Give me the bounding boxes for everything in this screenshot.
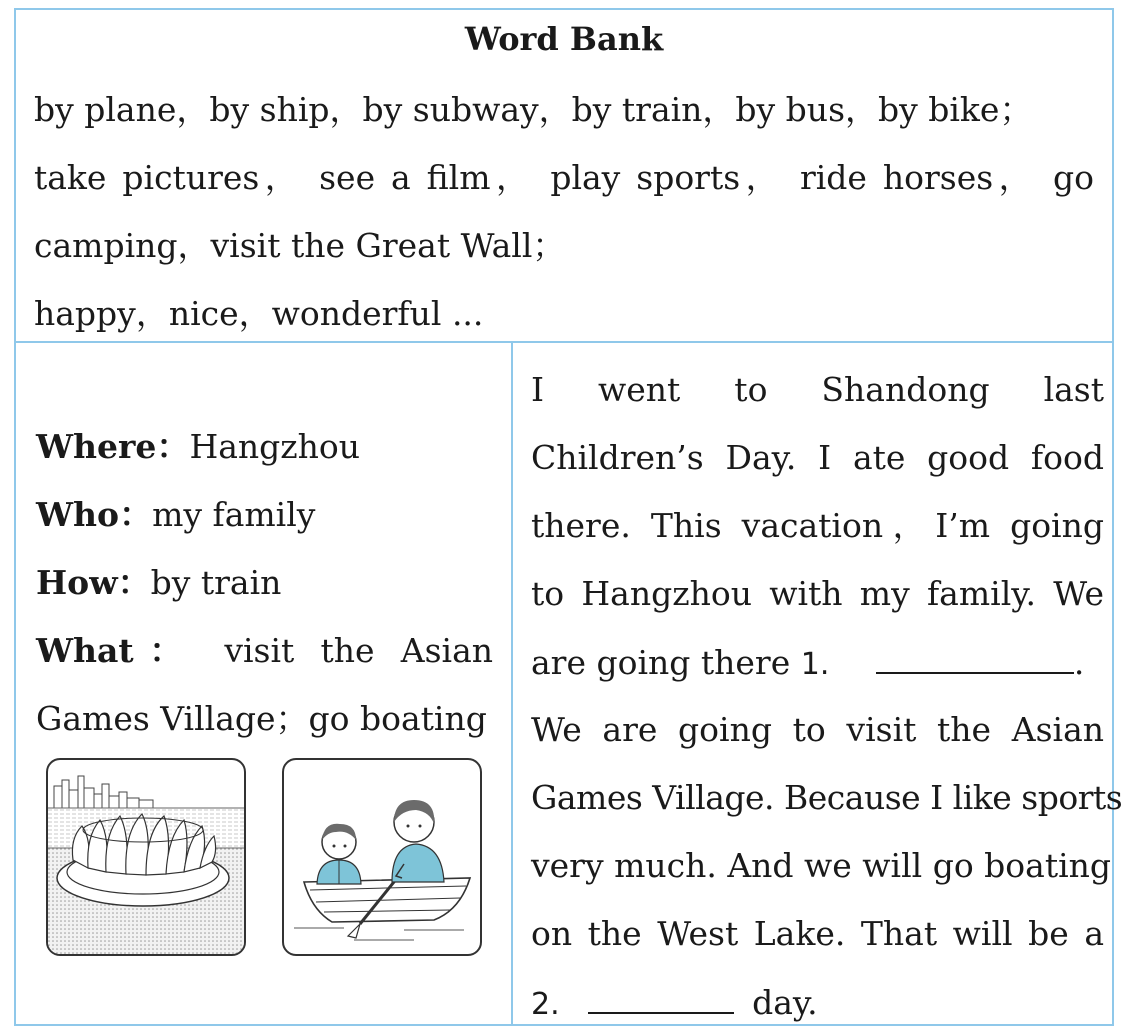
word-bank-line-transport: by plane，by ship，by subway，by train，by bus，by bike； bbox=[34, 90, 1033, 129]
passage-line-10-end: day. bbox=[752, 983, 818, 1022]
how-label: How： bbox=[36, 563, 151, 602]
where-label: Where： bbox=[36, 427, 190, 466]
passage-line-10 bbox=[531, 982, 1104, 1025]
word-bank-line-activities: take pictures， see a film， play sports， ride horses， go bbox=[34, 158, 1094, 197]
passage-line-5 bbox=[531, 642, 1104, 685]
passage-panel bbox=[511, 343, 1123, 1026]
passage-line-8: very much. And we will go boating bbox=[531, 846, 1112, 885]
how-value: by train bbox=[150, 563, 282, 602]
what-label: What： bbox=[36, 631, 199, 670]
what-value-1: visit the Asian bbox=[224, 631, 493, 670]
blank-1-number: 1. bbox=[800, 647, 830, 682]
stadium-illustration bbox=[46, 758, 246, 956]
passage-line-5-end: . bbox=[1073, 643, 1085, 682]
where-value: Hangzhou bbox=[189, 427, 361, 466]
blank-2-number: 2. bbox=[531, 987, 560, 1022]
passage-line-5-text: are going there bbox=[531, 643, 791, 682]
answer-blank-2[interactable] bbox=[588, 982, 734, 1014]
info-where bbox=[36, 427, 360, 467]
boat-icon bbox=[284, 760, 480, 954]
word-bank-title: Word Bank bbox=[464, 20, 664, 58]
info-who bbox=[36, 495, 315, 535]
who-value: my family bbox=[152, 495, 316, 534]
word-bank bbox=[16, 10, 1112, 343]
passage-line-2: Children’s Day. I ate good food bbox=[531, 438, 1104, 477]
worksheet-table bbox=[14, 8, 1123, 1026]
stadium-icon bbox=[48, 760, 244, 954]
boating-illustration bbox=[282, 758, 482, 956]
passage-line-4: to Hangzhou with my family. We bbox=[531, 574, 1104, 613]
passage-line-3: there. This vacation，I’m going bbox=[531, 506, 1104, 545]
passage-line-1: I went to Shandong last bbox=[531, 370, 1104, 409]
who-label: Who： bbox=[36, 495, 153, 534]
word-bank-line-activities-cont: camping，visit the Great Wall； bbox=[34, 226, 566, 265]
answer-blank-1[interactable] bbox=[876, 642, 1074, 674]
info-what-cont: Games Village；go boating bbox=[36, 699, 487, 738]
passage-line-6: We are going to visit the Asian bbox=[531, 710, 1104, 749]
word-bank-line-adjectives: happy，nice，wonderful ... bbox=[34, 294, 484, 333]
passage-line-7: Games Village. Because I like sports bbox=[531, 778, 1123, 817]
passage-line-9: on the West Lake. That will be a bbox=[531, 914, 1104, 953]
info-what bbox=[36, 631, 493, 671]
info-how bbox=[36, 563, 281, 603]
